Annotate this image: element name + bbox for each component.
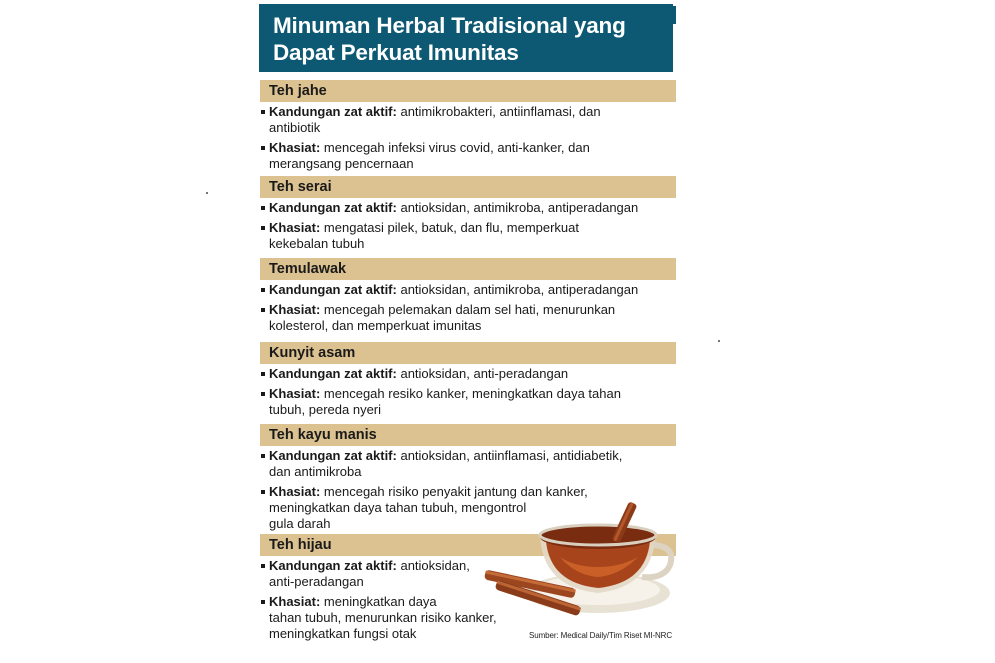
kandungan-text-line: antioksidan, anti-peradangan: [400, 366, 569, 381]
khasiat-text-line: meningkatkan daya: [323, 594, 437, 609]
title-banner: [259, 4, 673, 72]
kandungan-label: Kandungan zat aktif:: [269, 200, 397, 215]
bullet-icon: [261, 564, 265, 568]
khasiat-label: Khasiat:: [269, 386, 321, 401]
section-heading: Temulawak: [260, 258, 676, 280]
bullet-icon: [261, 490, 265, 494]
scan-speck: [206, 192, 208, 194]
kandungan-item: [259, 448, 676, 480]
title-corner: [673, 6, 676, 24]
kandungan-item: [259, 104, 676, 136]
section-heading: Teh jahe: [260, 80, 676, 102]
source-credit: Sumber: Medical Daily/Tim Riset MI-NRC: [529, 631, 673, 640]
herb-section: [259, 80, 676, 172]
khasiat-item: [259, 302, 676, 334]
kandungan-item: [259, 282, 676, 298]
khasiat-text-line: tahan tubuh, menurunkan risiko kanker,: [269, 610, 497, 625]
khasiat-text-line: merangsang pencernaan: [269, 156, 414, 171]
khasiat-text-line: mencegah infeksi virus covid, anti-kanker, dan: [323, 140, 590, 155]
page-title: Minuman Herbal Tradisional yang Dapat Perkuat Imunitas: [273, 13, 626, 65]
bullet-icon: [261, 308, 265, 312]
kandungan-text-line: antimikrobakteri, antiinflamasi, dan: [400, 104, 601, 119]
khasiat-text-line: mencegah risiko penyakit jantung dan kanker,: [323, 484, 588, 499]
kandungan-label: Kandungan zat aktif:: [269, 104, 397, 119]
khasiat-text-line: kolesterol, dan memperkuat imunitas: [269, 318, 482, 333]
bullet-icon: [261, 372, 265, 376]
kandungan-text-line: dan antimikroba: [269, 464, 362, 479]
khasiat-label: Khasiat:: [269, 302, 321, 317]
cinnamon-tea-cup-illustration: [480, 495, 680, 635]
kandungan-text-line: antioksidan,: [400, 558, 470, 573]
khasiat-text-line: meningkatkan fungsi otak: [269, 626, 417, 641]
kandungan-item: [259, 200, 676, 216]
khasiat-label: Khasiat:: [269, 594, 321, 609]
bullet-icon: [261, 288, 265, 292]
khasiat-label: Khasiat:: [269, 484, 321, 499]
kandungan-text-line: anti-peradangan: [269, 574, 364, 589]
kandungan-text-line: antioksidan, antimikroba, antiperadangan: [400, 282, 639, 297]
kandungan-label: Kandungan zat aktif:: [269, 448, 397, 463]
kandungan-label: Kandungan zat aktif:: [269, 558, 397, 573]
bullet-icon: [261, 226, 265, 230]
kandungan-text-line: antioksidan, antiinflamasi, antidiabetik,: [400, 448, 623, 463]
khasiat-item: [259, 220, 676, 252]
section-heading: Teh kayu manis: [260, 424, 676, 446]
herb-section: [259, 258, 676, 334]
section-heading: Teh hijau: [260, 534, 676, 556]
section-heading: Teh serai: [260, 176, 676, 198]
khasiat-text-line: mencegah resiko kanker, meningkatkan daya tahan: [323, 386, 621, 401]
section-heading: Kunyit asam: [260, 342, 676, 364]
khasiat-text-line: mengatasi pilek, batuk, dan flu, memperkuat: [323, 220, 580, 235]
bullet-icon: [261, 146, 265, 150]
khasiat-text-line: tubuh, pereda nyeri: [269, 402, 382, 417]
bullet-icon: [261, 600, 265, 604]
bullet-icon: [261, 392, 265, 396]
khasiat-text-line: mencegah pelemakan dalam sel hati, menurunkan: [323, 302, 616, 317]
scan-speck: [718, 340, 720, 342]
khasiat-text-line: meningkatkan daya tahan tubuh, mengontrol: [269, 500, 527, 515]
herb-section: [259, 342, 676, 418]
khasiat-label: Khasiat:: [269, 140, 321, 155]
bullet-icon: [261, 454, 265, 458]
kandungan-item: [259, 366, 676, 382]
khasiat-item: [259, 386, 676, 418]
khasiat-text-line: gula darah: [269, 516, 331, 531]
bullet-icon: [261, 110, 265, 114]
herb-section: [259, 176, 676, 252]
khasiat-label: Khasiat:: [269, 220, 321, 235]
kandungan-label: Kandungan zat aktif:: [269, 366, 397, 381]
kandungan-text-line: antibiotik: [269, 120, 321, 135]
khasiat-text-line: kekebalan tubuh: [269, 236, 365, 251]
bullet-icon: [261, 206, 265, 210]
kandungan-text-line: antioksidan, antimikroba, antiperadangan: [400, 200, 639, 215]
kandungan-label: Kandungan zat aktif:: [269, 282, 397, 297]
khasiat-item: [259, 140, 676, 172]
